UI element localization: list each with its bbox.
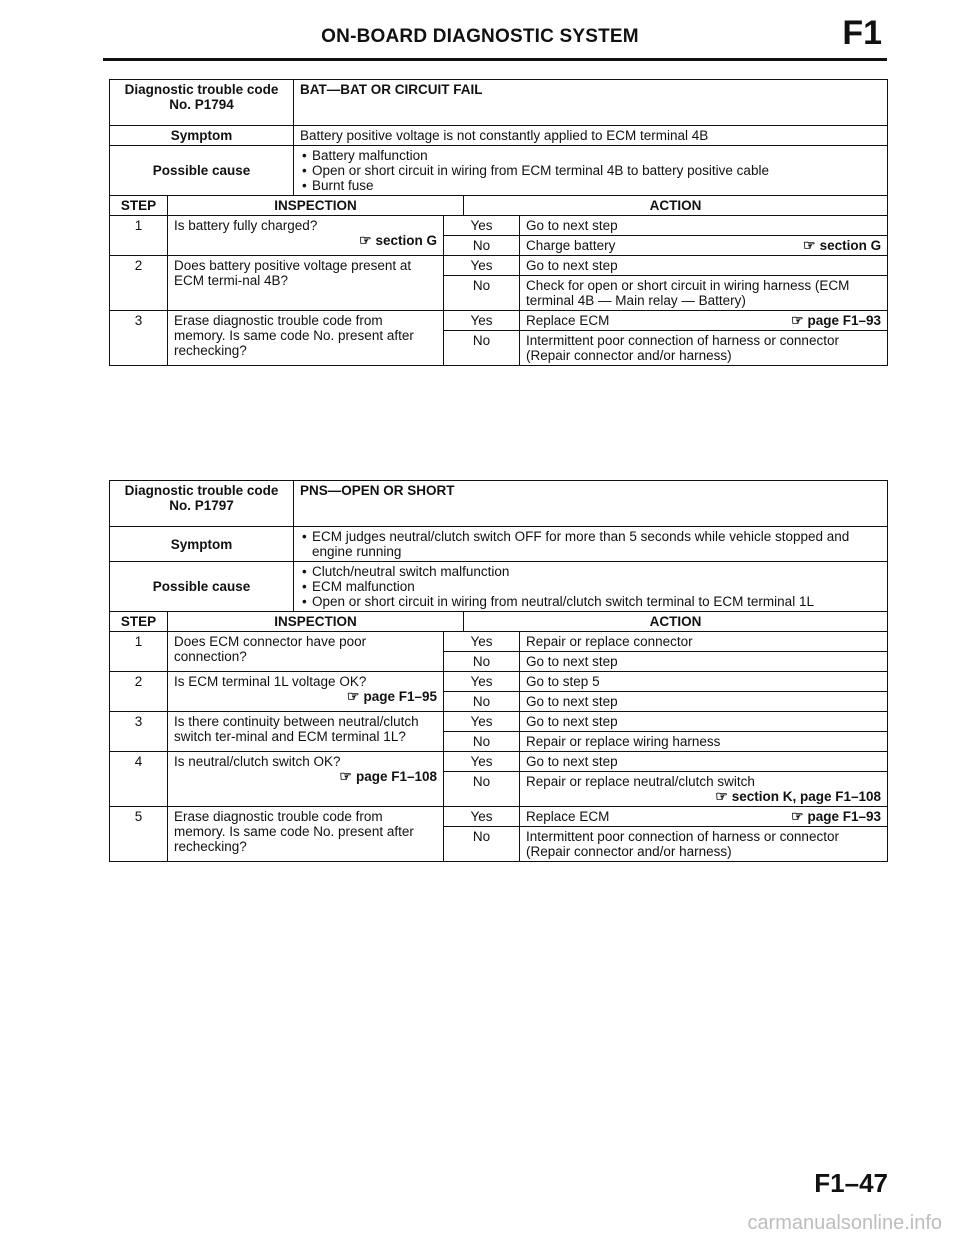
inspection-cell xyxy=(168,216,444,256)
step-number: 3 xyxy=(110,311,168,366)
dtc-label: Diagnostic trouble code No. P1794 xyxy=(110,80,294,126)
no-label: No xyxy=(444,772,520,807)
yes-label: Yes xyxy=(444,712,520,732)
inspection-text: Is there continuity between neutral/clutch switch ter-minal and ECM terminal 1L? xyxy=(174,714,419,744)
inspection-ref-row xyxy=(174,769,437,784)
possible-cause-label: Possible cause xyxy=(110,146,294,196)
yes-action-text: Replace ECM xyxy=(526,313,610,328)
dtc-title: BAT—BAT OR CIRCUIT FAIL xyxy=(294,80,888,126)
possible-cause-cell xyxy=(294,562,888,612)
step-row xyxy=(110,632,888,652)
inspection-ref-row xyxy=(174,689,437,704)
inspection-cell xyxy=(168,632,444,672)
yes-action xyxy=(520,632,888,652)
no-action-row xyxy=(526,238,881,253)
pointing-hand-icon: ☞ xyxy=(358,232,372,248)
inspection-column-header: INSPECTION xyxy=(168,196,464,216)
no-action-text: Go to next step xyxy=(526,654,618,669)
yes-label: Yes xyxy=(444,672,520,692)
yes-action xyxy=(520,712,888,732)
section-code: F1 xyxy=(842,14,882,52)
pointing-hand-icon: ☞ xyxy=(346,688,360,704)
step-column-header: STEP xyxy=(110,612,168,632)
no-action-text: Go to next step xyxy=(526,694,618,709)
step-number: 3 xyxy=(110,712,168,752)
step-row xyxy=(110,256,888,276)
dtc-table-p1797 xyxy=(109,480,887,862)
yes-action xyxy=(520,752,888,772)
no-action xyxy=(520,732,888,752)
no-action xyxy=(520,772,888,807)
inspection-text: Is neutral/clutch switch OK? xyxy=(174,754,341,769)
yes-action-text: Go to next step xyxy=(526,218,618,233)
inspection-text: Does ECM connector have poor connection? xyxy=(174,634,367,664)
yes-action-row xyxy=(526,714,881,729)
diagnostic-table xyxy=(109,79,888,366)
no-action-text: Repair or replace wiring harness xyxy=(526,734,721,749)
inspection-text: Does battery positive voltage present at ECM termi-nal 4B? xyxy=(174,258,412,288)
inspection-cell xyxy=(168,311,444,366)
yes-action-row xyxy=(526,754,881,769)
inspection-column-header: INSPECTION xyxy=(168,612,464,632)
yes-action-row xyxy=(526,674,881,689)
header-rule xyxy=(103,58,887,61)
inspection-text: Is ECM terminal 1L voltage OK? xyxy=(174,674,367,689)
no-label: No xyxy=(444,236,520,256)
inspection-text: Erase diagnostic trouble code from memory. Is same code No. present after rechecking? xyxy=(174,809,414,854)
yes-action-row xyxy=(526,634,881,649)
yes-action xyxy=(520,256,888,276)
pointing-hand-icon: ☞ xyxy=(339,768,352,784)
symptom-text xyxy=(294,527,888,562)
pointing-hand-icon: ☞ xyxy=(790,312,804,328)
dtc-label: Diagnostic trouble code No. P1797 xyxy=(110,481,294,527)
no-ref-row xyxy=(526,789,881,804)
yes-action xyxy=(520,216,888,236)
diagnostic-table xyxy=(109,480,888,862)
yes-label: Yes xyxy=(444,256,520,276)
yes-action-text: Go to step 5 xyxy=(526,674,600,689)
step-number: 1 xyxy=(110,216,168,256)
cause-item: • ECM malfunction xyxy=(300,579,881,594)
yes-action xyxy=(520,672,888,692)
page-number: F1–47 xyxy=(814,1168,888,1198)
reference-text: section G xyxy=(375,233,438,248)
yes-action-row xyxy=(526,258,881,273)
symptom-item: Battery positive voltage is not constantly applied to ECM terminal 4B xyxy=(300,128,709,143)
reference-text: section G xyxy=(819,238,882,253)
yes-action xyxy=(520,807,888,827)
no-label: No xyxy=(444,652,520,672)
step-number: 2 xyxy=(110,256,168,311)
no-action-text: Charge battery xyxy=(526,238,616,253)
no-label: No xyxy=(444,692,520,712)
step-row xyxy=(110,672,888,692)
reference-link[interactable] xyxy=(803,238,881,253)
no-action xyxy=(520,236,888,256)
reference-link[interactable] xyxy=(791,313,881,328)
yes-label: Yes xyxy=(444,216,520,236)
yes-action-row xyxy=(526,218,881,233)
pointing-hand-icon: ☞ xyxy=(803,237,816,253)
inspection-cell xyxy=(168,752,444,807)
cause-item: • Battery malfunction xyxy=(300,148,881,163)
inspection-cell xyxy=(168,256,444,311)
no-action-text: Intermittent poor connection of harness or connector (Repair connector and/or harness) xyxy=(526,333,839,363)
dtc-title: PNS—OPEN OR SHORT xyxy=(294,481,888,527)
step-row xyxy=(110,807,888,827)
no-label: No xyxy=(444,732,520,752)
yes-action-text: Go to next step xyxy=(526,714,618,729)
yes-action xyxy=(520,311,888,331)
step-number: 2 xyxy=(110,672,168,712)
symptom-list xyxy=(300,529,881,559)
cause-list xyxy=(300,148,881,193)
yes-action-text: Replace ECM xyxy=(526,809,610,824)
cause-item: • Open or short circuit in wiring from neutral/clutch switch terminal to ECM terminal 1L xyxy=(300,594,881,609)
inspection-cell xyxy=(168,807,444,862)
cause-list xyxy=(300,564,881,609)
inspection-cell xyxy=(168,672,444,712)
reference-text: page F1–93 xyxy=(807,313,882,328)
yes-action-text: Go to next step xyxy=(526,258,618,273)
symptom-item: • ECM judges neutral/clutch switch OFF for more than 5 seconds while vehicle stopped and engine running xyxy=(300,529,881,559)
yes-action-row xyxy=(526,313,881,328)
step-column-header: STEP xyxy=(110,196,168,216)
no-label: No xyxy=(444,331,520,366)
reference-link[interactable] xyxy=(715,789,881,804)
cause-item: • Clutch/neutral switch malfunction xyxy=(300,564,881,579)
reference-text: page F1–93 xyxy=(807,809,882,824)
step-row xyxy=(110,311,888,331)
no-action xyxy=(520,692,888,712)
reference-link[interactable] xyxy=(347,689,437,704)
step-row xyxy=(110,712,888,732)
yes-label: Yes xyxy=(444,807,520,827)
action-column-header: ACTION xyxy=(464,612,888,632)
no-label: No xyxy=(444,827,520,862)
watermark: carmanualsonline.info xyxy=(747,1212,942,1234)
reference-link[interactable] xyxy=(791,809,881,824)
action-column-header: ACTION xyxy=(464,196,888,216)
yes-action-row xyxy=(526,809,881,824)
cause-item: • Open or short circuit in wiring from ECM terminal 4B to battery positive cable xyxy=(300,163,881,178)
pointing-hand-icon: ☞ xyxy=(715,788,728,804)
possible-cause-cell xyxy=(294,146,888,196)
reference-link[interactable] xyxy=(339,769,437,784)
yes-label: Yes xyxy=(444,311,520,331)
yes-label: Yes xyxy=(444,632,520,652)
reference-text: page F1–95 xyxy=(363,689,438,704)
no-action xyxy=(520,331,888,366)
reference-text: section K, page F1–108 xyxy=(731,789,882,804)
no-action xyxy=(520,652,888,672)
cause-item: • Burnt fuse xyxy=(300,178,881,193)
no-label: No xyxy=(444,276,520,311)
no-action-text: Intermittent poor connection of harness or connector (Repair connector and/or harness) xyxy=(526,829,839,859)
no-action-text: Repair or replace neutral/clutch switch xyxy=(526,774,755,789)
symptom-label: Symptom xyxy=(110,126,294,146)
yes-action-text: Go to next step xyxy=(526,754,618,769)
step-number: 4 xyxy=(110,752,168,807)
symptom-text xyxy=(294,126,888,146)
inspection-cell xyxy=(168,712,444,752)
yes-label: Yes xyxy=(444,752,520,772)
possible-cause-label: Possible cause xyxy=(110,562,294,612)
no-action-text: Check for open or short circuit in wiring harness (ECM terminal 4B — Main relay — Battery) xyxy=(526,278,850,308)
inspection-ref-row xyxy=(174,233,437,248)
step-row xyxy=(110,216,888,236)
inspection-text: Is battery fully charged? xyxy=(174,218,318,233)
no-action xyxy=(520,827,888,862)
reference-link[interactable] xyxy=(359,233,437,248)
inspection-text: Erase diagnostic trouble code from memory. Is same code No. present after rechecking? xyxy=(174,313,414,358)
reference-text: page F1–108 xyxy=(355,769,438,784)
dtc-table-p1794 xyxy=(109,79,887,366)
page-title: ON-BOARD DIAGNOSTIC SYSTEM xyxy=(321,26,639,47)
pointing-hand-icon: ☞ xyxy=(790,808,804,824)
step-number: 5 xyxy=(110,807,168,862)
symptom-label: Symptom xyxy=(110,527,294,562)
yes-action-text: Repair or replace connector xyxy=(526,634,693,649)
no-action xyxy=(520,276,888,311)
step-number: 1 xyxy=(110,632,168,672)
step-row xyxy=(110,752,888,772)
